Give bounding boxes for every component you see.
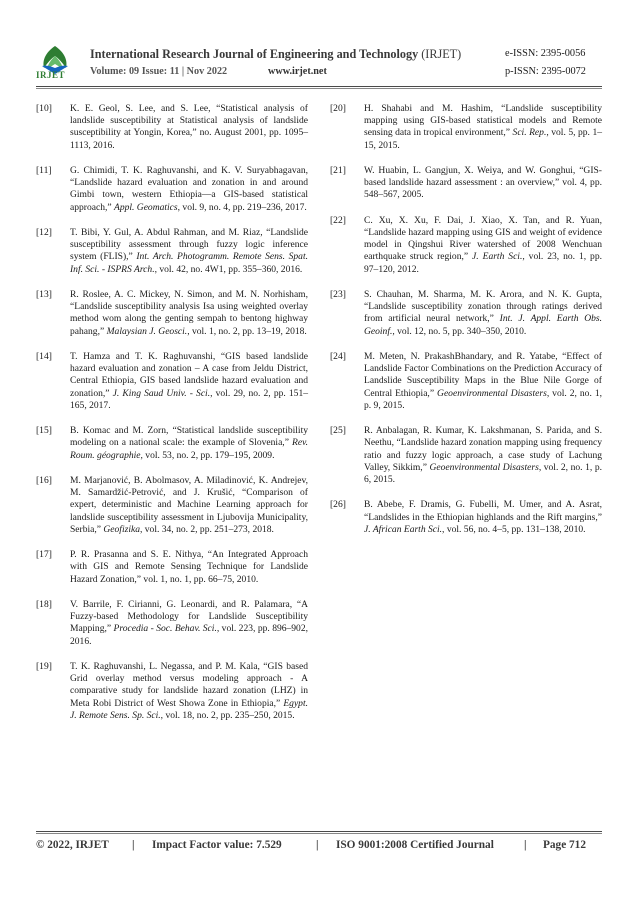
reference-text-main: B. Komac and M. Zorn, “Statistical landslide susceptibility modeling on a national scale: the example of Slovenia,” bbox=[70, 425, 308, 449]
volume-issue: Volume: 09 Issue: 11 | Nov 2022 bbox=[90, 66, 228, 77]
reference-text bbox=[70, 165, 308, 214]
reference-number: [14] bbox=[36, 351, 52, 362]
reference-text bbox=[70, 289, 308, 338]
reference-text-main: P. R. Prasanna and S. E. Nithya, “An Integrated Approach with GIS and Remote Sensing Technique for Landslide Hazard Zonation,” vol. 1, no. 1, pp. 66–75, 2010. bbox=[70, 549, 308, 585]
irjet-logo-icon bbox=[36, 44, 74, 90]
reference-citation-details: , vol. 5, pp. 1–15, 2015. bbox=[364, 127, 602, 151]
reference-text bbox=[70, 227, 308, 276]
reference-text bbox=[70, 351, 308, 412]
reference-text-main: K. E. Geol, S. Lee, and S. Lee, “Statistical analysis of landslide susceptibility at Statistical analysis of landslide susceptibility at Yongin, Korea,” no. August 2001, pp. 1095–1113, 2016. bbox=[70, 103, 308, 151]
reference-number: [23] bbox=[330, 289, 346, 300]
reference-journal: Int. Arch. Photogramm. Remote Sens. Spat. Inf. Sci. - ISPRS Arch. bbox=[70, 251, 308, 275]
reference-item bbox=[36, 549, 308, 586]
reference-text bbox=[364, 425, 602, 486]
reference-item bbox=[330, 215, 602, 276]
reference-text-main: W. Huabin, L. Gangjun, X. Weiya, and W. Gonghui, “GIS-based landslide hazard assessment : an overview,” vol. 4, pp. 548–567, 2005. bbox=[364, 165, 602, 201]
p-issn: p-ISSN: 2395-0072 bbox=[505, 66, 586, 77]
reference-journal: Sci. Rep. bbox=[512, 127, 547, 139]
reference-number: [10] bbox=[36, 103, 52, 114]
footer-separator: | bbox=[524, 839, 527, 851]
reference-citation-details: , vol. 2, no. 1, p. 6, 2015. bbox=[364, 461, 602, 486]
reference-citation-details: , vol. 53, no. 2, pp. 179–195, 2009. bbox=[140, 449, 275, 461]
reference-text-main: M. Meten, N. PrakashBhandary, and R. Yatabe, “Effect of Landslide Factor Combinations on the Prediction Accuracy of Landslide Susceptibility Maps in the Blue Nile Gorge of Central Ethiopia,” bbox=[364, 351, 602, 399]
reference-text bbox=[70, 661, 308, 722]
reference-journal: Geofizika bbox=[103, 523, 140, 535]
logo-text: IRJET bbox=[36, 70, 66, 80]
reference-item bbox=[36, 661, 308, 722]
reference-text bbox=[364, 103, 602, 152]
footer-separator: | bbox=[316, 839, 319, 851]
e-issn: e-ISSN: 2395-0056 bbox=[505, 48, 586, 59]
reference-item bbox=[36, 599, 308, 648]
references-left-column bbox=[36, 103, 308, 735]
reference-item bbox=[330, 351, 602, 412]
reference-item bbox=[36, 165, 308, 214]
reference-item bbox=[36, 351, 308, 412]
reference-journal: J. King Saud Univ. - Sci. bbox=[112, 387, 211, 399]
reference-item bbox=[330, 289, 602, 338]
reference-text-main: T. K. Raghuvanshi, L. Negassa, and P. M. Kala, “GIS based Grid overlay method versus modeling approach - A comparative study for landslide hazard zonation (LHZ) in Meta Robi District of West Showa Zone in Ethiopia,” bbox=[70, 661, 308, 709]
reference-text-main: T. Bibi, Y. Gul, A. Abdul Rahman, and M. Riaz, “Landslide susceptibility assessment through fuzzy logic inference system (FLIS),” bbox=[70, 227, 308, 263]
page-header bbox=[0, 0, 638, 100]
reference-item bbox=[36, 475, 308, 536]
reference-number: [15] bbox=[36, 425, 52, 437]
footer-separator: | bbox=[132, 839, 135, 851]
reference-item bbox=[330, 425, 602, 486]
reference-number: [13] bbox=[36, 289, 52, 300]
reference-journal: Geoenvironmental Disasters bbox=[437, 387, 547, 399]
reference-number: [16] bbox=[36, 475, 52, 486]
reference-journal: Int. J. Appl. Earth Obs. Geoinf. bbox=[364, 313, 602, 337]
reference-journal: J. Earth Sci. bbox=[472, 251, 523, 263]
reference-journal: Egypt. J. Remote Sens. Sp. Sci. bbox=[70, 697, 308, 721]
reference-citation-details: , vol. 29, no. 2, pp. 151–165, 2017. bbox=[70, 387, 308, 411]
reference-citation-details: , vol. 34, no. 2, pp. 251–273, 2018. bbox=[140, 523, 274, 535]
reference-citation-details: , vol. 223, pp. 896–902, 2016. bbox=[70, 623, 308, 647]
reference-text bbox=[70, 103, 308, 152]
reference-journal: Geoenvironmental Disasters bbox=[429, 461, 539, 473]
footer-page-number: Page 712 bbox=[543, 839, 586, 851]
reference-number: [17] bbox=[36, 549, 52, 561]
reference-item bbox=[36, 227, 308, 276]
reference-number: [22] bbox=[330, 214, 346, 226]
reference-text-main: C. Xu, X. Xu, F. Dai, J. Xiao, X. Tan, and R. Yuan, “Landslide hazard mapping using GIS and weight of evidence model in Qingshui River watershed of 2008 Wenchuan earthquake struck region,” bbox=[364, 214, 602, 263]
reference-number: [12] bbox=[36, 227, 52, 238]
footer-divider bbox=[36, 831, 602, 832]
journal-title bbox=[90, 47, 461, 62]
reference-journal: Appl. Geomatics bbox=[114, 201, 178, 213]
journal-abbr: (IRJET) bbox=[421, 47, 462, 61]
reference-text bbox=[70, 599, 308, 648]
reference-item bbox=[330, 499, 602, 536]
footer-copyright: © 2022, IRJET bbox=[36, 839, 109, 851]
reference-journal: Malaysian J. Geosci. bbox=[106, 325, 188, 337]
reference-text-main: B. Abebe, F. Dramis, G. Fubelli, M. Umer, and A. Asrat, “Landslides in the Ethiopian highlands and the Rift margins,” bbox=[364, 499, 602, 523]
reference-number: [21] bbox=[330, 165, 346, 176]
reference-number: [26] bbox=[330, 499, 346, 511]
reference-text bbox=[364, 215, 602, 276]
reference-text bbox=[364, 499, 602, 536]
reference-text bbox=[364, 289, 602, 338]
reference-item bbox=[330, 165, 602, 202]
footer-impact-factor: Impact Factor value: 7.529 bbox=[152, 839, 282, 851]
reference-text bbox=[70, 475, 308, 536]
reference-citation-details: , vol. 12, no. 5, pp. 340–350, 2010. bbox=[392, 325, 527, 337]
reference-number: [25] bbox=[330, 425, 346, 437]
reference-text-main: R. Anbalagan, R. Kumar, K. Lakshmanan, S. Parida, and S. Neethu, “Landslide hazard zonation mapping using frequency ratio and fuzzy logic approach, a case study of Lachung Valley, Sikkim,” bbox=[364, 425, 602, 473]
reference-journal: J. African Earth Sci. bbox=[364, 523, 443, 535]
reference-text-main: H. Shahabi and M. Hashim, “Landslide susceptibility mapping using GIS-based statistical models and Remote sensing data in tropical environment,” bbox=[364, 103, 602, 139]
reference-journal: Procedia - Soc. Behav. Sci. bbox=[113, 623, 217, 635]
reference-text-main: T. Hamza and T. K. Raghuvanshi, “GIS based landslide hazard evaluation and zonation – A case from Jeldu District, Central Ethiopia, GIS based landslide hazard evaluation and zonation,” bbox=[70, 351, 308, 399]
reference-text-main: S. Chauhan, M. Sharma, M. K. Arora, and N. K. Gupta, “Landslide susceptibility zonation through ratings derived from artificial neural network,” bbox=[364, 289, 602, 325]
reference-text bbox=[364, 351, 602, 412]
reference-number: [11] bbox=[36, 165, 52, 176]
footer-iso: ISO 9001:2008 Certified Journal bbox=[336, 839, 494, 851]
reference-text-main: G. Chimidi, T. K. Raghuvanshi, and K. V. Suryabhagavan, “Landslide hazard evaluation and zonation in and around Gimbi town, western Ethiopia—a GIS-based statistical approach,” bbox=[70, 165, 308, 213]
reference-text-main: R. Roslee, A. C. Mickey, N. Simon, and M. N. Norhisham, “Landslide susceptibility analysis Isa using weighted overlay method wom along the genting sempah to bentong highway pahang,” bbox=[70, 289, 308, 337]
reference-citation-details: , vol. 23, no. 1, pp. 97–120, 2012. bbox=[364, 251, 602, 275]
journal-title-text: International Research Journal of Engineering and Technology bbox=[90, 47, 419, 61]
website-link[interactable]: www.irjet.net bbox=[268, 66, 327, 77]
reference-citation-details: , vol. 9, no. 4, pp. 219–236, 2017. bbox=[177, 201, 307, 213]
reference-text-main: V. Barrile, F. Cirianni, G. Leonardi, and R. Palamara, “A Fuzzy-based Methodology for Landslide Susceptibility Mapping,” bbox=[70, 599, 308, 635]
reference-item bbox=[36, 289, 308, 338]
reference-text bbox=[364, 165, 602, 202]
reference-number: [20] bbox=[330, 103, 346, 114]
header-divider bbox=[36, 86, 602, 87]
reference-item bbox=[36, 103, 308, 152]
reference-item bbox=[330, 103, 602, 152]
reference-text bbox=[70, 425, 308, 462]
reference-citation-details: , vol. 2, no. 1, p. 9, 2015. bbox=[364, 387, 602, 411]
reference-text bbox=[70, 549, 308, 586]
reference-item bbox=[36, 425, 308, 462]
reference-citation-details: , vol. 1, no. 2, pp. 13–19, 2018. bbox=[187, 325, 307, 337]
reference-citation-details: , vol. 56, no. 4–5, pp. 131–138, 2010. bbox=[442, 523, 586, 535]
footer-divider-thin bbox=[36, 833, 602, 834]
reference-number: [24] bbox=[330, 351, 346, 362]
reference-number: [18] bbox=[36, 599, 52, 610]
reference-number: [19] bbox=[36, 661, 52, 672]
reference-text-main: M. Marjanović, B. Abolmasov, A. Miladinović, K. Andrejev, M. Samardžić-Petrović, and J. Krušić, “Comparison of expert, deterministic and Machine Learning approach for landslide susceptibility assessment in Ljubovija Municipality, Serbia,” bbox=[70, 475, 308, 535]
header-divider-thin bbox=[36, 88, 602, 89]
reference-citation-details: , vol. 42, no. 4W1, pp. 355–360, 2016. bbox=[154, 263, 303, 275]
reference-journal: Rev. Roum. géographie bbox=[70, 437, 308, 461]
references-right-column bbox=[330, 103, 602, 549]
reference-citation-details: , vol. 18, no. 2, pp. 235–250, 2015. bbox=[160, 709, 295, 721]
